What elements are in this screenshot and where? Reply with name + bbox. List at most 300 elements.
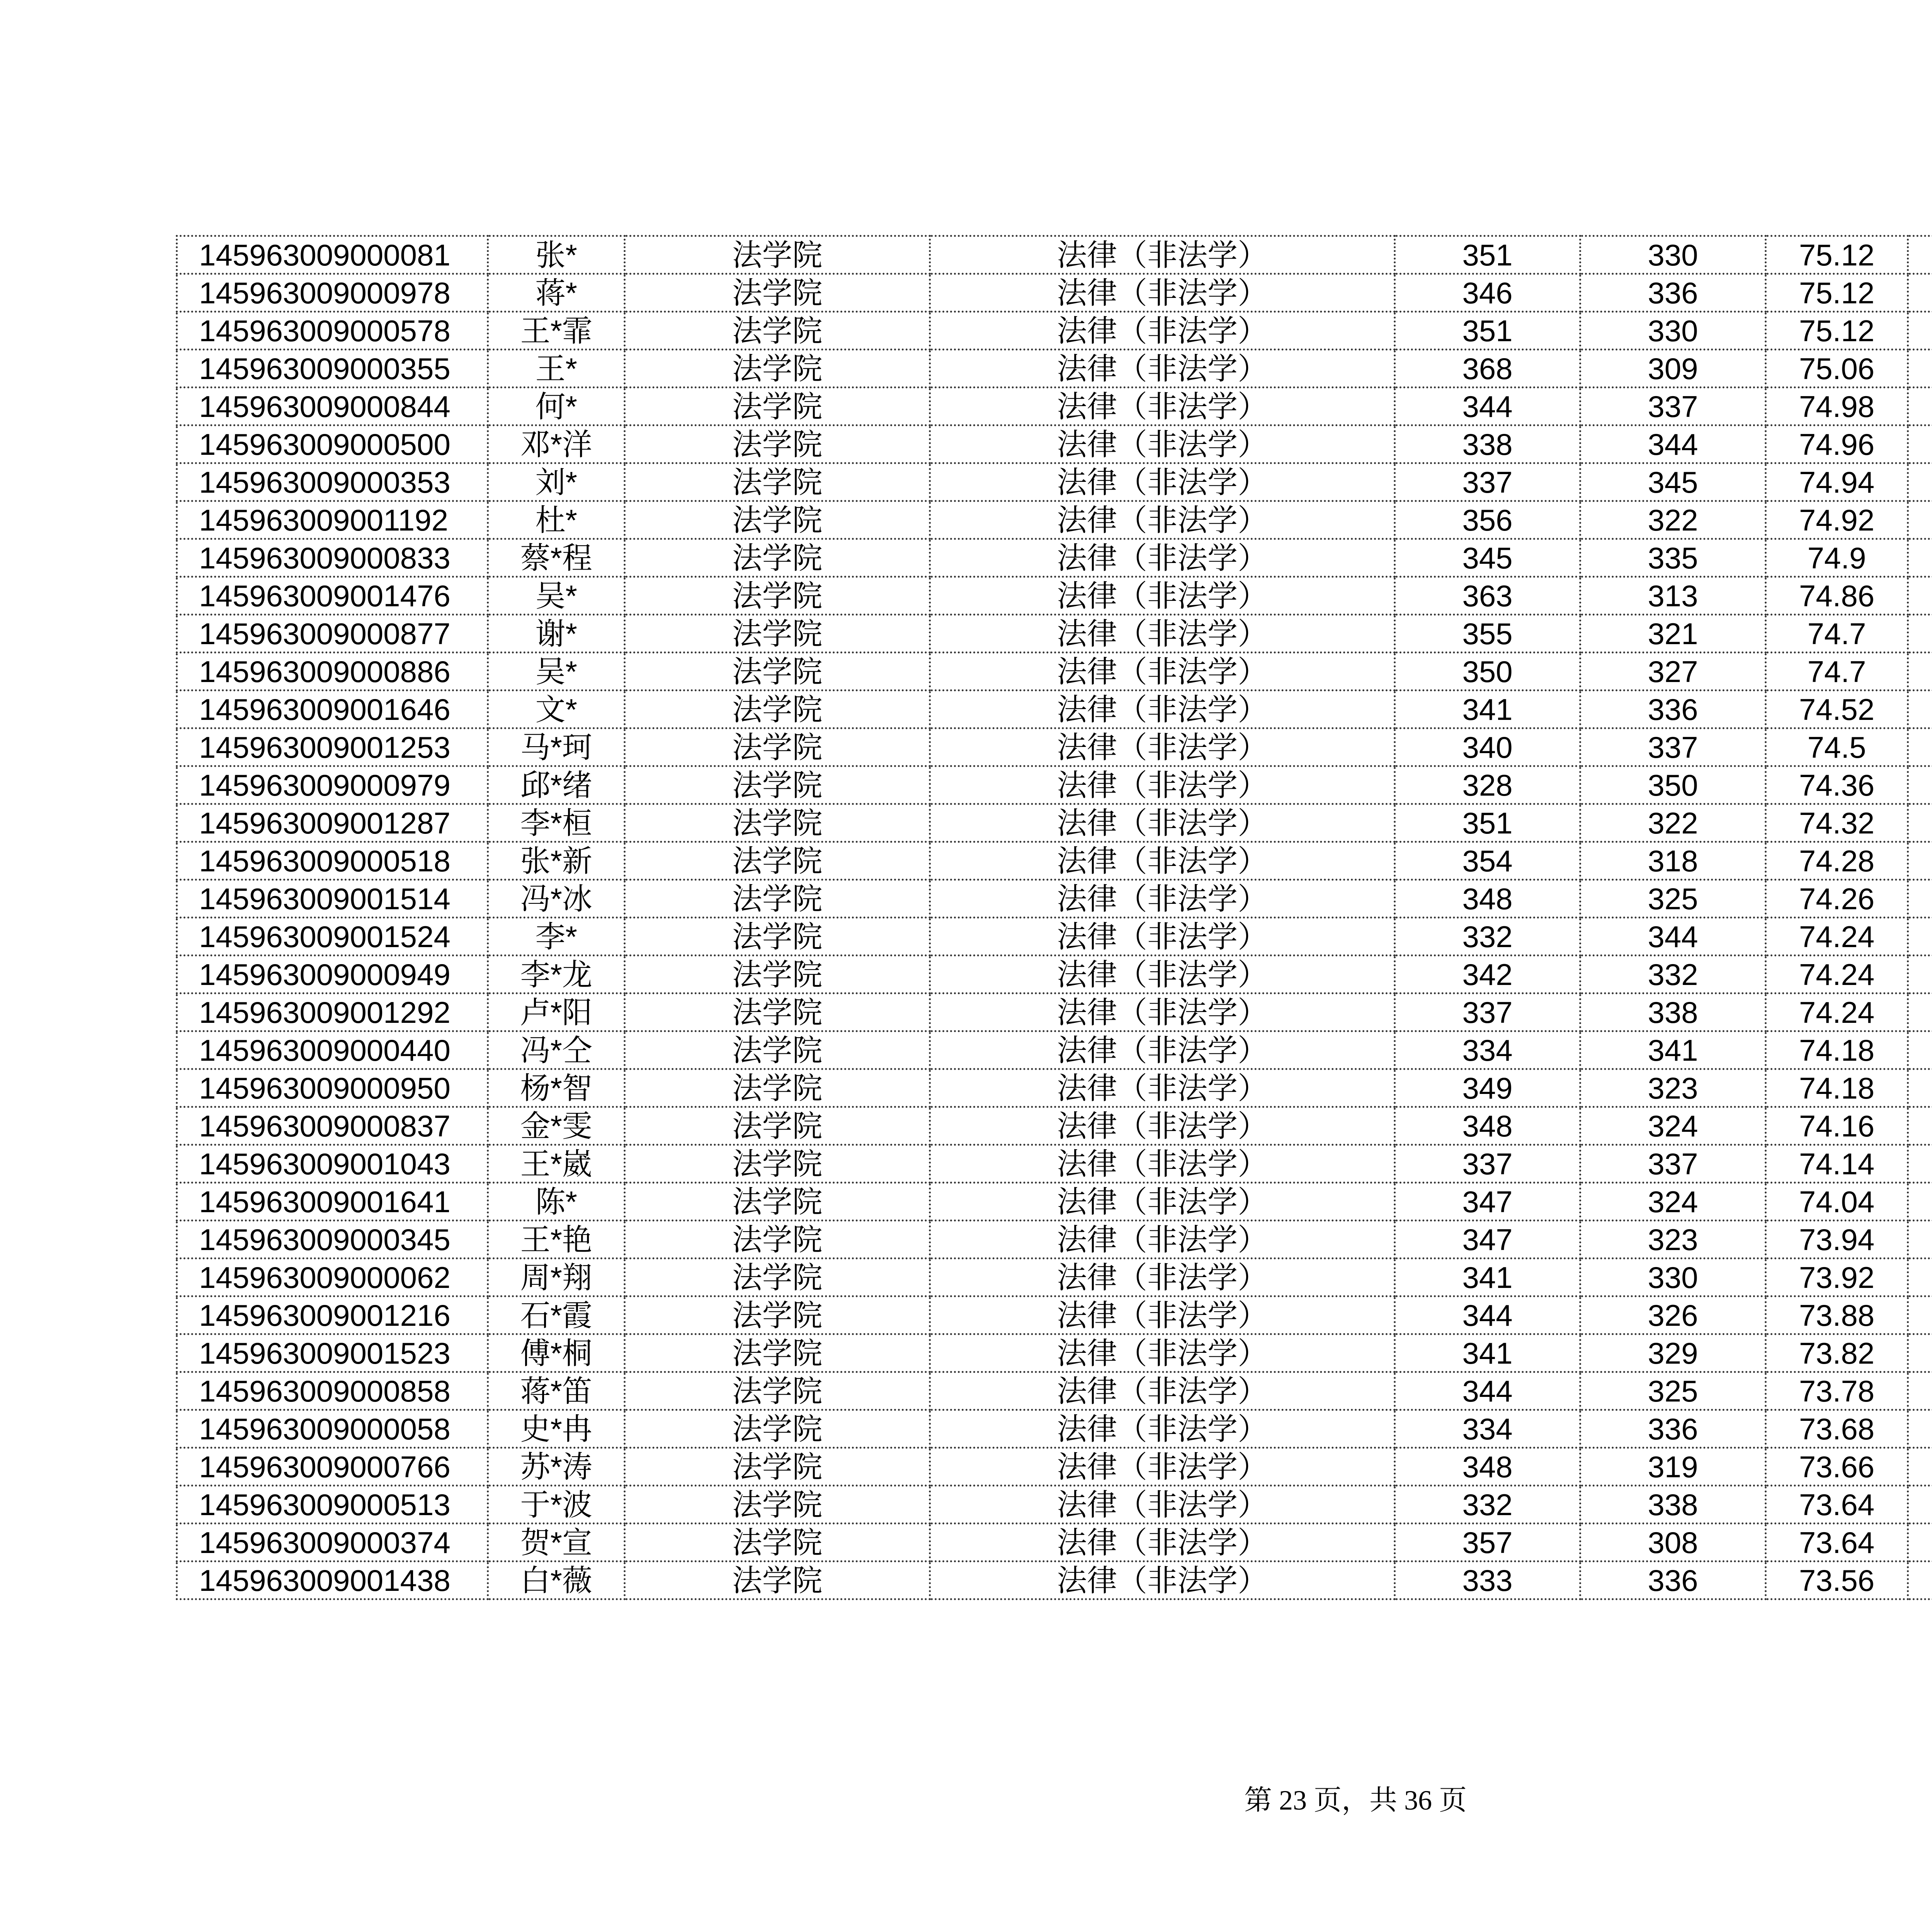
major-cell: 法律（非法学） xyxy=(930,615,1395,653)
exam-id-cell: 145963009000877 xyxy=(177,615,488,653)
major-cell: 法律（非法学） xyxy=(930,728,1395,766)
table-row xyxy=(177,1145,1932,1183)
college-cell: 法学院 xyxy=(625,728,930,766)
name-cell: 周*翔 xyxy=(488,1259,625,1296)
table-row xyxy=(177,1221,1932,1259)
study-mode-cell xyxy=(1908,463,1932,501)
college-cell: 法学院 xyxy=(625,425,930,463)
total-cell: 74.9 xyxy=(1766,539,1908,577)
name-cell: 谢* xyxy=(488,615,625,653)
total-cell: 74.98 xyxy=(1766,388,1908,425)
college-cell: 法学院 xyxy=(625,993,930,1031)
college-cell: 法学院 xyxy=(625,350,930,388)
name-cell: 马*珂 xyxy=(488,728,625,766)
college-cell: 法学院 xyxy=(625,1334,930,1372)
score-b-cell: 323 xyxy=(1580,1221,1766,1259)
total-cell: 74.28 xyxy=(1766,842,1908,880)
major-cell: 法律（非法学） xyxy=(930,1486,1395,1524)
total-cell: 74.5 xyxy=(1766,728,1908,766)
name-cell: 白*薇 xyxy=(488,1561,625,1599)
name-cell: 金*雯 xyxy=(488,1107,625,1145)
total-cell: 73.68 xyxy=(1766,1410,1908,1448)
major-cell: 法律（非法学） xyxy=(930,993,1395,1031)
college-cell: 法学院 xyxy=(625,1486,930,1524)
score-a-cell: 334 xyxy=(1395,1031,1580,1069)
college-cell: 法学院 xyxy=(625,236,930,274)
total-cell: 73.78 xyxy=(1766,1372,1908,1410)
major-cell: 法律（非法学） xyxy=(930,425,1395,463)
exam-id-cell: 145963009000844 xyxy=(177,388,488,425)
study-mode-cell xyxy=(1908,615,1932,653)
score-b-cell: 337 xyxy=(1580,1145,1766,1183)
score-b-cell: 337 xyxy=(1580,388,1766,425)
college-cell: 法学院 xyxy=(625,1448,930,1486)
exam-id-cell: 145963009000374 xyxy=(177,1524,488,1561)
total-cell: 73.82 xyxy=(1766,1334,1908,1372)
total-cell: 74.86 xyxy=(1766,577,1908,615)
college-cell: 法学院 xyxy=(625,842,930,880)
study-mode-cell xyxy=(1908,388,1932,425)
exam-id-cell: 145963009000949 xyxy=(177,956,488,993)
score-b-cell: 344 xyxy=(1580,425,1766,463)
score-b-cell: 330 xyxy=(1580,312,1766,350)
name-cell: 于*波 xyxy=(488,1486,625,1524)
study-mode-cell xyxy=(1908,842,1932,880)
college-cell: 法学院 xyxy=(625,1561,930,1599)
total-cell: 74.14 xyxy=(1766,1145,1908,1183)
score-b-cell: 309 xyxy=(1580,350,1766,388)
major-cell: 法律（非法学） xyxy=(930,1107,1395,1145)
study-mode-cell xyxy=(1908,993,1932,1031)
score-a-cell: 328 xyxy=(1395,766,1580,804)
score-a-cell: 351 xyxy=(1395,236,1580,274)
study-mode-cell xyxy=(1908,728,1932,766)
name-cell: 吴* xyxy=(488,577,625,615)
study-mode-cell xyxy=(1908,1448,1932,1486)
study-mode-cell xyxy=(1908,1183,1932,1221)
study-mode-cell xyxy=(1908,1221,1932,1259)
major-cell: 法律（非法学） xyxy=(930,1183,1395,1221)
college-cell: 法学院 xyxy=(625,501,930,539)
score-a-cell: 345 xyxy=(1395,539,1580,577)
study-mode-cell xyxy=(1908,880,1932,918)
name-cell: 蔡*程 xyxy=(488,539,625,577)
table-row xyxy=(177,1372,1932,1410)
score-a-cell: 338 xyxy=(1395,425,1580,463)
score-a-cell: 351 xyxy=(1395,312,1580,350)
score-a-cell: 348 xyxy=(1395,1107,1580,1145)
study-mode-cell xyxy=(1908,766,1932,804)
table-row xyxy=(177,804,1932,842)
major-cell: 法律（非法学） xyxy=(930,577,1395,615)
exam-id-cell: 145963009000081 xyxy=(177,236,488,274)
score-b-cell: 341 xyxy=(1580,1031,1766,1069)
name-cell: 李*龙 xyxy=(488,956,625,993)
major-cell: 法律（非法学） xyxy=(930,653,1395,691)
total-cell: 75.12 xyxy=(1766,236,1908,274)
major-cell: 法律（非法学） xyxy=(930,1031,1395,1069)
study-mode-cell xyxy=(1908,425,1932,463)
score-a-cell: 341 xyxy=(1395,1259,1580,1296)
table-row xyxy=(177,993,1932,1031)
table-row xyxy=(177,918,1932,956)
exam-id-cell: 145963009000886 xyxy=(177,653,488,691)
score-b-cell: 319 xyxy=(1580,1448,1766,1486)
major-cell: 法律（非法学） xyxy=(930,539,1395,577)
exam-id-cell: 145963009001216 xyxy=(177,1296,488,1334)
college-cell: 法学院 xyxy=(625,274,930,312)
score-b-cell: 350 xyxy=(1580,766,1766,804)
exam-id-cell: 145963009000978 xyxy=(177,274,488,312)
major-cell: 法律（非法学） xyxy=(930,918,1395,956)
exam-id-cell: 145963009000766 xyxy=(177,1448,488,1486)
table-row xyxy=(177,1259,1932,1296)
score-b-cell: 323 xyxy=(1580,1069,1766,1107)
table-row xyxy=(177,956,1932,993)
exam-id-cell: 145963009000355 xyxy=(177,350,488,388)
table-row xyxy=(177,350,1932,388)
study-mode-cell xyxy=(1908,956,1932,993)
table-row xyxy=(177,463,1932,501)
score-a-cell: 337 xyxy=(1395,1145,1580,1183)
exam-id-cell: 145963009001287 xyxy=(177,804,488,842)
score-b-cell: 324 xyxy=(1580,1107,1766,1145)
table-row xyxy=(177,691,1932,728)
study-mode-cell xyxy=(1908,1372,1932,1410)
major-cell: 法律（非法学） xyxy=(930,1296,1395,1334)
study-mode-cell xyxy=(1908,1486,1932,1524)
table-row xyxy=(177,728,1932,766)
name-cell: 邓*洋 xyxy=(488,425,625,463)
score-b-cell: 344 xyxy=(1580,918,1766,956)
total-cell: 74.24 xyxy=(1766,993,1908,1031)
name-cell: 李*桓 xyxy=(488,804,625,842)
study-mode-cell xyxy=(1908,1561,1932,1599)
study-mode-cell xyxy=(1908,653,1932,691)
score-b-cell: 329 xyxy=(1580,1334,1766,1372)
score-a-cell: 341 xyxy=(1395,691,1580,728)
exam-id-cell: 145963009000578 xyxy=(177,312,488,350)
name-cell: 文* xyxy=(488,691,625,728)
major-cell: 法律（非法学） xyxy=(930,842,1395,880)
exam-id-cell: 145963009001192 xyxy=(177,501,488,539)
exam-id-cell: 145963009000979 xyxy=(177,766,488,804)
score-b-cell: 338 xyxy=(1580,1486,1766,1524)
total-cell: 74.7 xyxy=(1766,653,1908,691)
total-cell: 73.64 xyxy=(1766,1486,1908,1524)
score-a-cell: 355 xyxy=(1395,615,1580,653)
college-cell: 法学院 xyxy=(625,880,930,918)
score-a-cell: 340 xyxy=(1395,728,1580,766)
total-cell: 74.36 xyxy=(1766,766,1908,804)
exam-id-cell: 145963009000345 xyxy=(177,1221,488,1259)
college-cell: 法学院 xyxy=(625,539,930,577)
score-a-cell: 344 xyxy=(1395,1296,1580,1334)
exam-id-cell: 145963009001043 xyxy=(177,1145,488,1183)
exam-id-cell: 145963009000513 xyxy=(177,1486,488,1524)
score-a-cell: 342 xyxy=(1395,956,1580,993)
score-b-cell: 327 xyxy=(1580,653,1766,691)
score-a-cell: 344 xyxy=(1395,1372,1580,1410)
score-b-cell: 324 xyxy=(1580,1183,1766,1221)
exam-id-cell: 145963009001253 xyxy=(177,728,488,766)
study-mode-cell xyxy=(1908,691,1932,728)
study-mode-cell xyxy=(1908,1334,1932,1372)
major-cell: 法律（非法学） xyxy=(930,1145,1395,1183)
major-cell: 法律（非法学） xyxy=(930,956,1395,993)
major-cell: 法律（非法学） xyxy=(930,766,1395,804)
score-a-cell: 354 xyxy=(1395,842,1580,880)
score-b-cell: 318 xyxy=(1580,842,1766,880)
name-cell: 冯*冰 xyxy=(488,880,625,918)
table-row xyxy=(177,539,1932,577)
exam-id-cell: 145963009000950 xyxy=(177,1069,488,1107)
study-mode-cell xyxy=(1908,312,1932,350)
study-mode-cell xyxy=(1908,1031,1932,1069)
table-row xyxy=(177,615,1932,653)
study-mode-cell xyxy=(1908,1259,1932,1296)
name-cell: 杨*智 xyxy=(488,1069,625,1107)
exam-id-cell: 145963009001438 xyxy=(177,1561,488,1599)
score-b-cell: 336 xyxy=(1580,1561,1766,1599)
study-mode-cell xyxy=(1908,1524,1932,1561)
major-cell: 法律（非法学） xyxy=(930,691,1395,728)
name-cell: 王*艳 xyxy=(488,1221,625,1259)
score-a-cell: 334 xyxy=(1395,1410,1580,1448)
table-row xyxy=(177,1334,1932,1372)
exam-id-cell: 145963009000858 xyxy=(177,1372,488,1410)
study-mode-cell xyxy=(1908,1410,1932,1448)
total-cell: 73.56 xyxy=(1766,1561,1908,1599)
study-mode-cell xyxy=(1908,350,1932,388)
exam-id-cell: 145963009001514 xyxy=(177,880,488,918)
major-cell: 法律（非法学） xyxy=(930,1410,1395,1448)
name-cell: 刘* xyxy=(488,463,625,501)
score-b-cell: 336 xyxy=(1580,1410,1766,1448)
name-cell: 杜* xyxy=(488,501,625,539)
major-cell: 法律（非法学） xyxy=(930,1069,1395,1107)
score-b-cell: 308 xyxy=(1580,1524,1766,1561)
table-row xyxy=(177,1410,1932,1448)
study-mode-cell xyxy=(1908,501,1932,539)
exam-id-cell: 145963009000058 xyxy=(177,1410,488,1448)
study-mode-cell xyxy=(1908,539,1932,577)
total-cell: 74.18 xyxy=(1766,1069,1908,1107)
study-mode-cell xyxy=(1908,274,1932,312)
total-cell: 74.96 xyxy=(1766,425,1908,463)
college-cell: 法学院 xyxy=(625,388,930,425)
name-cell: 何* xyxy=(488,388,625,425)
table-row xyxy=(177,1031,1932,1069)
college-cell: 法学院 xyxy=(625,312,930,350)
name-cell: 石*霞 xyxy=(488,1296,625,1334)
college-cell: 法学院 xyxy=(625,804,930,842)
name-cell: 傅*桐 xyxy=(488,1334,625,1372)
table-row xyxy=(177,1296,1932,1334)
table-row xyxy=(177,1183,1932,1221)
major-cell: 法律（非法学） xyxy=(930,312,1395,350)
study-mode-cell xyxy=(1908,804,1932,842)
total-cell: 73.66 xyxy=(1766,1448,1908,1486)
score-a-cell: 348 xyxy=(1395,1448,1580,1486)
college-cell: 法学院 xyxy=(625,463,930,501)
major-cell: 法律（非法学） xyxy=(930,1448,1395,1486)
score-b-cell: 330 xyxy=(1580,1259,1766,1296)
table-row xyxy=(177,577,1932,615)
major-cell: 法律（非法学） xyxy=(930,463,1395,501)
score-b-cell: 336 xyxy=(1580,691,1766,728)
score-a-cell: 346 xyxy=(1395,274,1580,312)
college-cell: 法学院 xyxy=(625,1069,930,1107)
study-mode-cell xyxy=(1908,1069,1932,1107)
name-cell: 冯*仝 xyxy=(488,1031,625,1069)
study-mode-cell xyxy=(1908,918,1932,956)
college-cell: 法学院 xyxy=(625,1107,930,1145)
total-cell: 74.04 xyxy=(1766,1183,1908,1221)
major-cell: 法律（非法学） xyxy=(930,1372,1395,1410)
exam-id-cell: 145963009001646 xyxy=(177,691,488,728)
name-cell: 贺*宣 xyxy=(488,1524,625,1561)
name-cell: 张* xyxy=(488,236,625,274)
college-cell: 法学院 xyxy=(625,1145,930,1183)
name-cell: 卢*阳 xyxy=(488,993,625,1031)
score-a-cell: 349 xyxy=(1395,1069,1580,1107)
college-cell: 法学院 xyxy=(625,691,930,728)
total-cell: 74.16 xyxy=(1766,1107,1908,1145)
table-row xyxy=(177,388,1932,425)
study-mode-cell xyxy=(1908,236,1932,274)
name-cell: 王*崴 xyxy=(488,1145,625,1183)
total-cell: 74.24 xyxy=(1766,918,1908,956)
name-cell: 邱*绪 xyxy=(488,766,625,804)
study-mode-cell xyxy=(1908,577,1932,615)
exam-id-cell: 145963009001524 xyxy=(177,918,488,956)
score-a-cell: 333 xyxy=(1395,1561,1580,1599)
score-a-cell: 337 xyxy=(1395,463,1580,501)
exam-id-cell: 145963009000833 xyxy=(177,539,488,577)
score-a-cell: 341 xyxy=(1395,1334,1580,1372)
table-row xyxy=(177,501,1932,539)
score-a-cell: 337 xyxy=(1395,993,1580,1031)
exam-id-cell: 145963009001292 xyxy=(177,993,488,1031)
name-cell: 蒋*笛 xyxy=(488,1372,625,1410)
name-cell: 王* xyxy=(488,350,625,388)
total-cell: 75.12 xyxy=(1766,312,1908,350)
total-cell: 74.32 xyxy=(1766,804,1908,842)
table-row xyxy=(177,653,1932,691)
total-cell: 73.64 xyxy=(1766,1524,1908,1561)
table-row xyxy=(177,1448,1932,1486)
exam-id-cell: 145963009000500 xyxy=(177,425,488,463)
table-row xyxy=(177,1486,1932,1524)
college-cell: 法学院 xyxy=(625,577,930,615)
exam-id-cell: 145963009000518 xyxy=(177,842,488,880)
table-row xyxy=(177,1561,1932,1599)
score-b-cell: 332 xyxy=(1580,956,1766,993)
college-cell: 法学院 xyxy=(625,956,930,993)
score-a-cell: 363 xyxy=(1395,577,1580,615)
score-b-cell: 330 xyxy=(1580,236,1766,274)
study-mode-cell xyxy=(1908,1145,1932,1183)
college-cell: 法学院 xyxy=(625,1524,930,1561)
score-b-cell: 313 xyxy=(1580,577,1766,615)
score-b-cell: 345 xyxy=(1580,463,1766,501)
name-cell: 蒋* xyxy=(488,274,625,312)
score-b-cell: 326 xyxy=(1580,1296,1766,1334)
table-row xyxy=(177,274,1932,312)
score-table xyxy=(176,235,1932,1600)
exam-id-cell: 145963009001641 xyxy=(177,1183,488,1221)
score-b-cell: 322 xyxy=(1580,501,1766,539)
exam-id-cell: 145963009001476 xyxy=(177,577,488,615)
total-cell: 74.94 xyxy=(1766,463,1908,501)
table-row xyxy=(177,236,1932,274)
score-a-cell: 347 xyxy=(1395,1221,1580,1259)
major-cell: 法律（非法学） xyxy=(930,274,1395,312)
table-row xyxy=(177,766,1932,804)
major-cell: 法律（非法学） xyxy=(930,804,1395,842)
name-cell: 吴* xyxy=(488,653,625,691)
study-mode-cell xyxy=(1908,1296,1932,1334)
total-cell: 74.26 xyxy=(1766,880,1908,918)
major-cell: 法律（非法学） xyxy=(930,350,1395,388)
name-cell: 张*新 xyxy=(488,842,625,880)
exam-id-cell: 145963009000440 xyxy=(177,1031,488,1069)
table-row xyxy=(177,1524,1932,1561)
exam-id-cell: 145963009001523 xyxy=(177,1334,488,1372)
score-a-cell: 348 xyxy=(1395,880,1580,918)
college-cell: 法学院 xyxy=(625,615,930,653)
major-cell: 法律（非法学） xyxy=(930,388,1395,425)
score-b-cell: 337 xyxy=(1580,728,1766,766)
name-cell: 史*冉 xyxy=(488,1410,625,1448)
table-row xyxy=(177,842,1932,880)
name-cell: 陈* xyxy=(488,1183,625,1221)
table-row xyxy=(177,312,1932,350)
study-mode-cell xyxy=(1908,1107,1932,1145)
college-cell: 法学院 xyxy=(625,766,930,804)
college-cell: 法学院 xyxy=(625,1410,930,1448)
score-b-cell: 322 xyxy=(1580,804,1766,842)
total-cell: 74.7 xyxy=(1766,615,1908,653)
name-cell: 苏*涛 xyxy=(488,1448,625,1486)
exam-id-cell: 145963009000062 xyxy=(177,1259,488,1296)
score-b-cell: 336 xyxy=(1580,274,1766,312)
exam-id-cell: 145963009000353 xyxy=(177,463,488,501)
total-cell: 75.06 xyxy=(1766,350,1908,388)
total-cell: 73.88 xyxy=(1766,1296,1908,1334)
college-cell: 法学院 xyxy=(625,1296,930,1334)
table-body xyxy=(177,236,1932,1599)
exam-id-cell: 145963009000837 xyxy=(177,1107,488,1145)
major-cell: 法律（非法学） xyxy=(930,236,1395,274)
score-a-cell: 368 xyxy=(1395,350,1580,388)
total-cell: 73.94 xyxy=(1766,1221,1908,1259)
score-a-cell: 332 xyxy=(1395,1486,1580,1524)
college-cell: 法学院 xyxy=(625,1221,930,1259)
score-b-cell: 325 xyxy=(1580,880,1766,918)
major-cell: 法律（非法学） xyxy=(930,1524,1395,1561)
score-a-cell: 356 xyxy=(1395,501,1580,539)
total-cell: 73.92 xyxy=(1766,1259,1908,1296)
score-b-cell: 338 xyxy=(1580,993,1766,1031)
total-cell: 74.52 xyxy=(1766,691,1908,728)
name-cell: 李* xyxy=(488,918,625,956)
score-a-cell: 344 xyxy=(1395,388,1580,425)
table-row xyxy=(177,1069,1932,1107)
college-cell: 法学院 xyxy=(625,1183,930,1221)
score-a-cell: 357 xyxy=(1395,1524,1580,1561)
